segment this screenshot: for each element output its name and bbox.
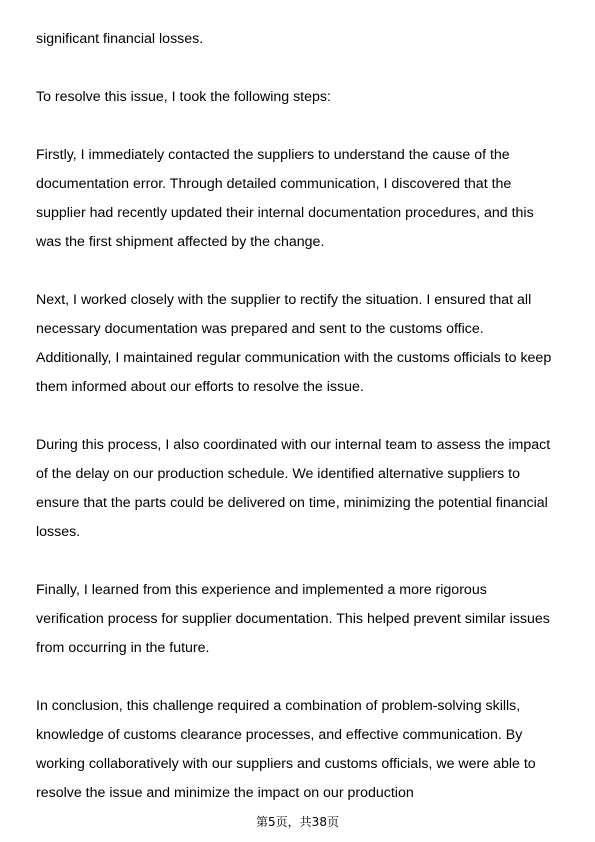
paragraph [36,692,566,808]
text-line: verification process for supplier documentation. This helped prevent similar issues [36,611,550,627]
text-line: Firstly, I immediately contacted the suppliers to understand the cause of the [36,147,510,163]
document-body [36,25,566,837]
text-line: ensure that the parts could be delivered on time, minimizing the potential financial [36,495,548,511]
text-line: necessary documentation was prepared and sent to the customs office. [36,321,484,337]
text-line: During this process, I also coordinated with our internal team to assess the impact [36,437,551,453]
text-line: knowledge of customs clearance processes, and effective communication. By [36,727,523,743]
paragraph [36,576,566,663]
text-line: them informed about our efforts to resolve the issue. [36,379,364,395]
text-line: was the first shipment affected by the change. [36,234,325,250]
paragraph [36,141,566,257]
text-line: resolve the issue and minimize the impact on our production [36,785,414,801]
text-line: from occurring in the future. [36,640,210,656]
text-line: Next, I worked closely with the supplier to rectify the situation. I ensured that all [36,292,532,308]
paragraph [36,25,566,54]
text-line: Additionally, I maintained regular communication with the customs officials to keep [36,350,552,366]
text-line: Finally, I learned from this experience and implemented a more rigorous [36,582,487,598]
text-line: losses. [36,524,81,540]
paragraph [36,286,566,402]
text-line: supplier had recently updated their internal documentation procedures, and this [36,205,534,221]
text-line: significant financial losses. [36,31,204,47]
paragraph [36,431,566,547]
text-line: documentation error. Through detailed communication, I discovered that the [36,176,512,192]
text-line: In conclusion, this challenge required a combination of problem-solving skills, [36,698,521,714]
text-line: To resolve this issue, I took the following steps: [36,89,331,105]
text-line: of the delay on our production schedule. We identified alternative suppliers to [36,466,520,482]
text-line: working collaboratively with our suppliers and customs officials, we were able to [36,756,536,772]
paragraph [36,83,566,112]
page-number-footer: 第5页，共38页 [256,815,339,829]
